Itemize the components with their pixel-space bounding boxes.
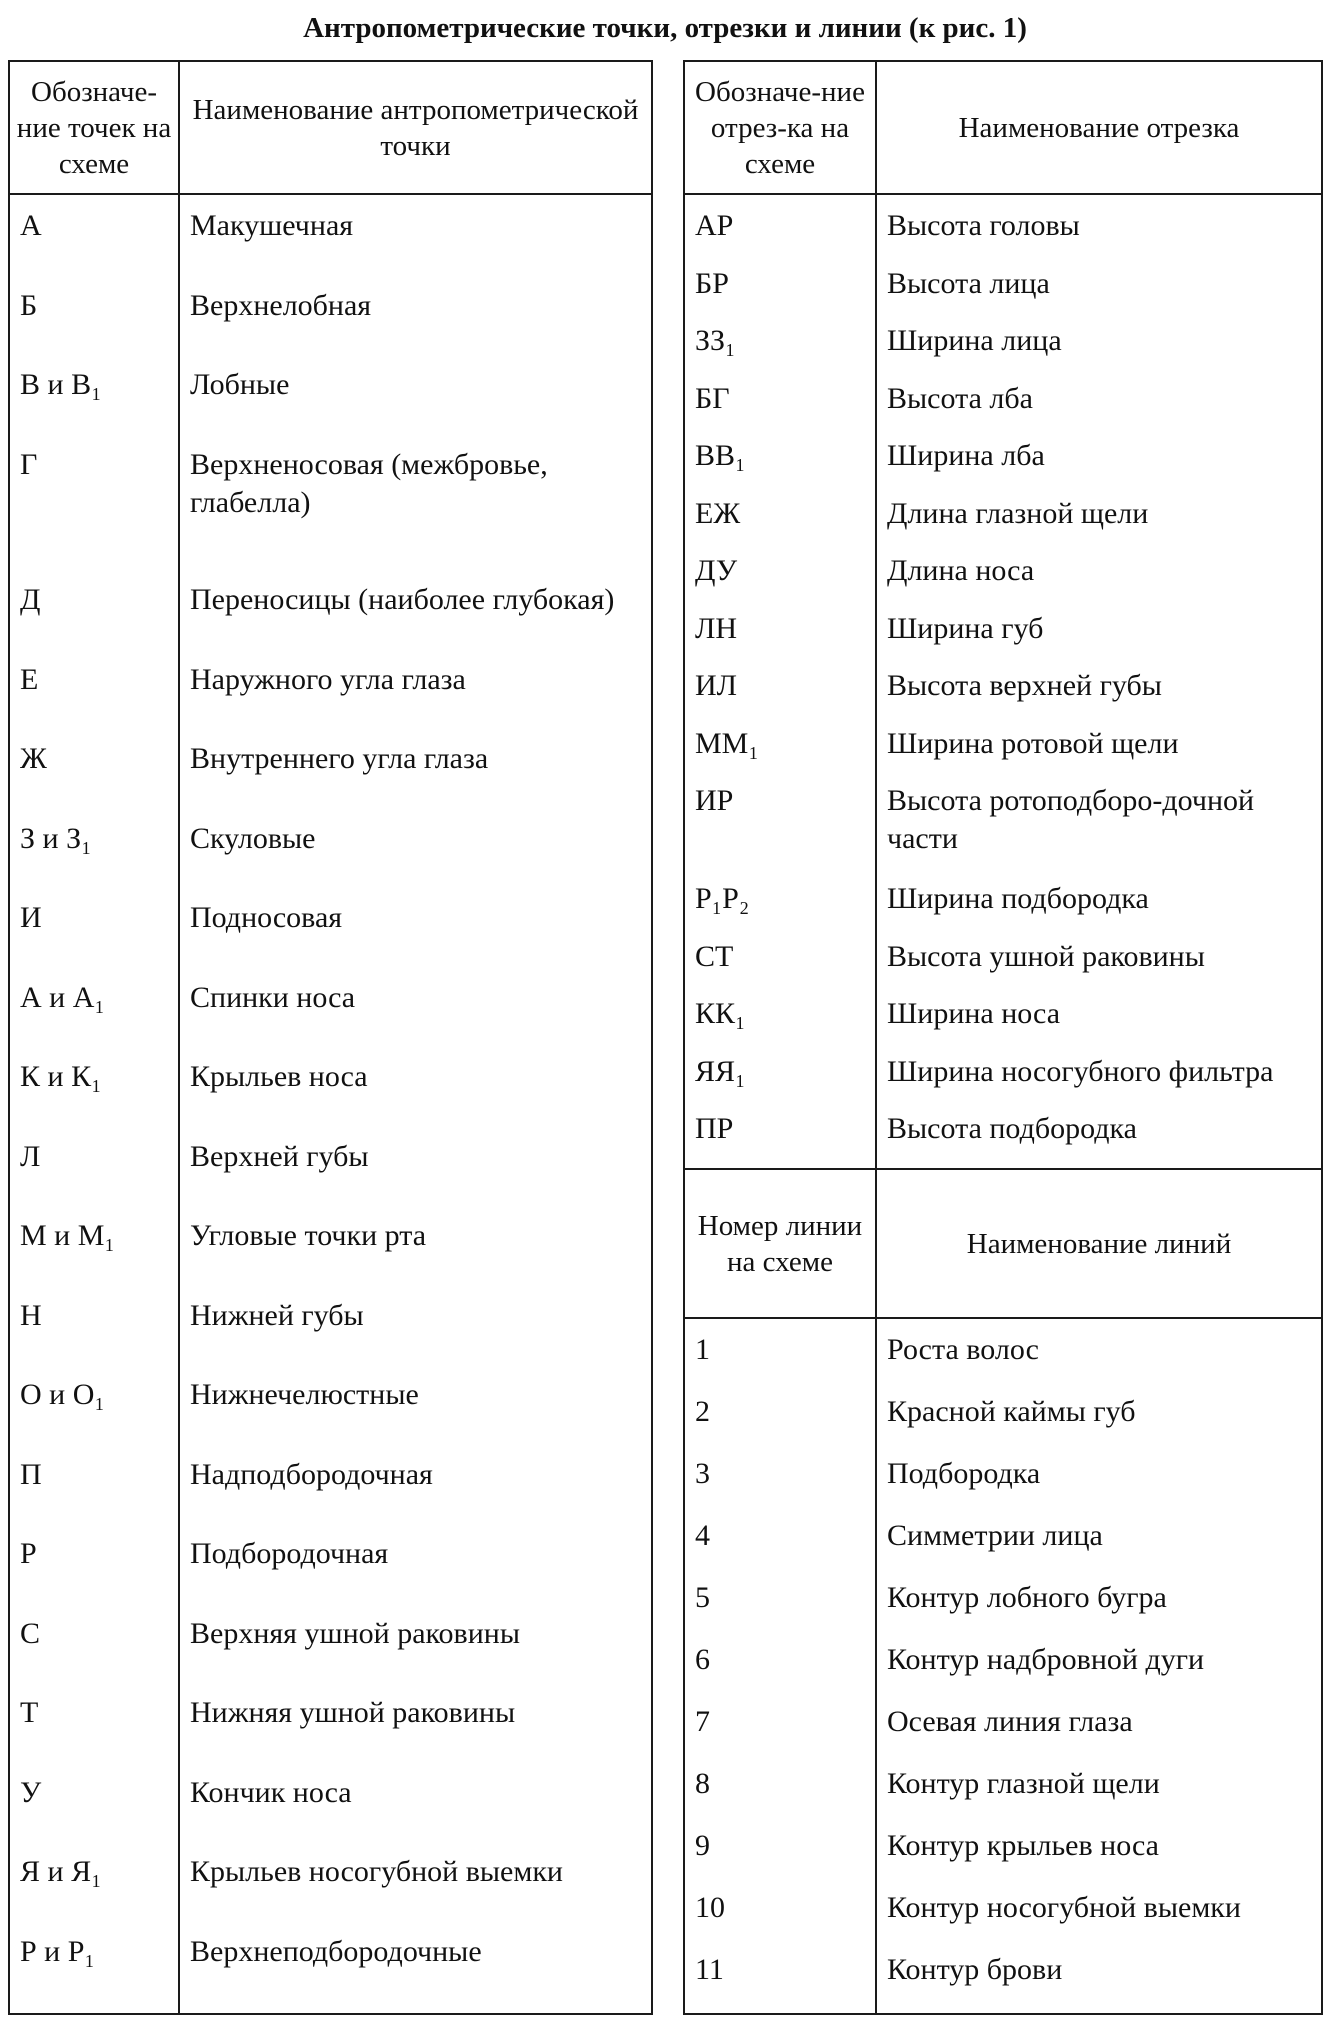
point-row-code: У — [9, 1774, 179, 1854]
segment-row — [684, 880, 1322, 938]
point-row-code: А — [9, 207, 179, 287]
point-row — [9, 1456, 652, 1536]
point-row-name: Наружного угла глаза — [190, 662, 466, 696]
point-row — [9, 366, 652, 446]
points-table-body — [9, 194, 652, 2014]
line-row-code: 1 — [684, 1331, 876, 1393]
point-row — [9, 1297, 652, 1377]
point-row-name: Переносицы (наиболее глубокая) — [190, 583, 615, 617]
line-row — [684, 1579, 1322, 1641]
segment-row — [684, 552, 1322, 610]
point-row-name: Скуловые — [190, 821, 316, 855]
filler-row — [684, 2013, 1322, 2014]
point-row-name: Верхней губы — [190, 1139, 369, 1173]
segment-row-code: ДУ — [684, 552, 876, 610]
segment-row — [684, 207, 1322, 265]
point-row-name: Крыльев носогубной выемки — [190, 1855, 563, 1889]
line-row — [684, 1703, 1322, 1765]
point-row-name: Верхнеподбородочные — [190, 1934, 482, 1968]
page-title: Антропометрические точки, отрезки и линии (к рис. 1) — [303, 12, 1027, 44]
line-row — [684, 1951, 1322, 2013]
segment-row-code: БР — [684, 265, 876, 323]
point-row-name: Угловые точки рта — [190, 1219, 427, 1253]
point-row-name: Спинки носа — [190, 980, 356, 1014]
point-row-name: Подносовая — [190, 901, 343, 935]
point-row — [9, 1774, 652, 1854]
point-row-code: Я и Я₁ — [9, 1853, 179, 1933]
line-row — [684, 1331, 1322, 1393]
points-header-name: Наименование антропометрической точки — [179, 61, 652, 194]
segment-row-code: ЗЗ₁ — [684, 322, 876, 380]
line-row-code: 10 — [684, 1889, 876, 1951]
segment-row-code: ИР — [684, 782, 876, 880]
point-row-name: Нижнечелюстные — [190, 1378, 419, 1412]
point-row-name: Макушечная — [190, 209, 354, 242]
point-row — [9, 1376, 652, 1456]
line-row-code: 2 — [684, 1393, 876, 1455]
segment-row-code: ММ₁ — [684, 725, 876, 783]
point-row — [9, 1615, 652, 1695]
segment-row-name: Высота ушной раковины — [887, 939, 1205, 973]
segments-table-header — [684, 61, 1322, 194]
segment-row — [684, 322, 1322, 380]
line-row — [684, 1517, 1322, 1579]
point-row — [9, 740, 652, 820]
segment-row-code: БГ — [684, 380, 876, 438]
point-row-code: Р — [9, 1535, 179, 1615]
segment-row-code: ИЛ — [684, 667, 876, 725]
segment-row-code: ЛН — [684, 610, 876, 668]
line-row-name: Подбородка — [887, 1456, 1041, 1490]
points-table-header — [9, 61, 652, 194]
segments-table-body — [684, 194, 1322, 1169]
segment-row — [684, 1053, 1322, 1111]
segment-row-name: Высота головы — [887, 209, 1080, 242]
line-row-code: 3 — [684, 1455, 876, 1517]
line-row-name: Контур надбровной дуги — [887, 1642, 1205, 1676]
point-row — [9, 1853, 652, 1933]
segment-row — [684, 938, 1322, 996]
lines-header-name: Наименование линий — [876, 1170, 1322, 1318]
segment-row-name: Ширина носогубного фильтра — [887, 1054, 1274, 1088]
segment-row — [684, 782, 1322, 880]
point-row-code: З и З₁ — [9, 820, 179, 900]
segment-row-name: Ширина подбородка — [887, 882, 1149, 916]
point-row-name: Подбородочная — [190, 1537, 389, 1571]
line-row-name: Контур крыльев носа — [887, 1828, 1159, 1862]
segment-row-code: КК₁ — [684, 995, 876, 1053]
segment-row — [684, 667, 1322, 725]
segment-row — [684, 380, 1322, 438]
segments-header-code: Обозначе-ние отрез-ка на схеме — [684, 61, 876, 194]
point-row — [9, 1058, 652, 1138]
line-row-name: Контур носогубной выемки — [887, 1890, 1241, 1924]
point-row — [9, 207, 652, 287]
lines-table-header — [684, 1170, 1322, 1318]
segment-row-code: АР — [684, 207, 876, 265]
line-row-name: Контур глазной щели — [887, 1766, 1160, 1800]
segment-row-name: Высота лба — [887, 381, 1033, 415]
segment-row-code: ВВ₁ — [684, 437, 876, 495]
point-row — [9, 446, 652, 581]
points-table — [8, 60, 653, 2015]
segment-row — [684, 265, 1322, 323]
point-row-code: Ж — [9, 740, 179, 820]
segment-row-name: Ширина ротовой щели — [887, 726, 1179, 760]
segment-row-name: Высота лица — [887, 266, 1050, 300]
point-row — [9, 287, 652, 367]
line-row-name: Роста волос — [887, 1333, 1039, 1366]
point-row-code: О и О₁ — [9, 1376, 179, 1456]
point-row-name: Нижняя ушной раковины — [190, 1696, 516, 1730]
point-row-code: Е — [9, 661, 179, 741]
line-row-name: Осевая линия глаза — [887, 1704, 1133, 1738]
segment-row-code: ПР — [684, 1110, 876, 1168]
point-row — [9, 1694, 652, 1774]
point-row-name: Верхняя ушной раковины — [190, 1616, 520, 1650]
line-row-code: 9 — [684, 1827, 876, 1889]
point-row-code: Г — [9, 446, 179, 581]
segment-row-name: Высота подбородка — [887, 1112, 1137, 1146]
point-row-name: Надподбородочная — [190, 1457, 433, 1491]
line-row — [684, 1393, 1322, 1455]
point-row — [9, 661, 652, 741]
point-row-name: Верхнелобная — [190, 288, 372, 322]
line-row-code: 8 — [684, 1765, 876, 1827]
segment-row-name: Длина носа — [887, 554, 1035, 588]
lines-header-code: Номер линии на схеме — [684, 1170, 876, 1318]
segment-row-code: Р₁Р₂ — [684, 880, 876, 938]
segment-row-code: СТ — [684, 938, 876, 996]
point-row-code: Л — [9, 1138, 179, 1218]
line-row-code: 5 — [684, 1579, 876, 1641]
point-row-code: Т — [9, 1694, 179, 1774]
point-row — [9, 581, 652, 661]
line-row-code: 7 — [684, 1703, 876, 1765]
point-row — [9, 979, 652, 1059]
line-row — [684, 1641, 1322, 1703]
point-row-code: В и В₁ — [9, 366, 179, 446]
point-row-code: И — [9, 899, 179, 979]
segments-header-name: Наименование отрезка — [876, 61, 1322, 194]
line-row-name: Симметрии лица — [887, 1518, 1103, 1552]
segment-row — [684, 1110, 1322, 1168]
filler-row — [9, 2012, 652, 2014]
point-row-code: С — [9, 1615, 179, 1695]
point-row-code: Б — [9, 287, 179, 367]
line-row-name: Контур брови — [887, 1952, 1063, 1986]
segment-row — [684, 437, 1322, 495]
line-row-name: Контур лобного бугра — [887, 1580, 1167, 1614]
line-row — [684, 1765, 1322, 1827]
line-row-code: 11 — [684, 1951, 876, 2013]
point-row-code: М и М₁ — [9, 1217, 179, 1297]
line-row-name: Красной каймы губ — [887, 1394, 1136, 1428]
line-row — [684, 1889, 1322, 1951]
point-row-code: Р и Р₁ — [9, 1933, 179, 2013]
point-row-name: Кончик носа — [190, 1775, 352, 1809]
point-row — [9, 1138, 652, 1218]
point-row-code: А и А₁ — [9, 979, 179, 1059]
segment-row-name: Высота ротоподборо-дочной части — [887, 784, 1255, 856]
spacer-row — [684, 194, 1322, 207]
segment-row-name: Ширина носа — [887, 997, 1061, 1031]
segment-row — [684, 495, 1322, 553]
segment-row — [684, 610, 1322, 668]
point-row-code: К и К₁ — [9, 1058, 179, 1138]
point-row-name: Внутреннего угла глаза — [190, 742, 489, 776]
line-row-code: 6 — [684, 1641, 876, 1703]
spacer-row — [9, 194, 652, 207]
line-row — [684, 1455, 1322, 1517]
segment-row-name: Ширина лица — [887, 324, 1062, 358]
point-row — [9, 820, 652, 900]
point-row-name: Нижней губы — [190, 1298, 364, 1332]
segment-row-name: Ширина губ — [887, 611, 1044, 645]
point-row-name: Верхненосовая (межбровье, глабелла) — [190, 447, 548, 519]
line-row — [684, 1827, 1322, 1889]
point-row — [9, 1217, 652, 1297]
lines-table — [683, 1170, 1323, 2015]
line-row-code: 4 — [684, 1517, 876, 1579]
segment-row-code: ЯЯ₁ — [684, 1053, 876, 1111]
point-row-code: Д — [9, 581, 179, 661]
spacer-row — [684, 1318, 1322, 1331]
point-row — [9, 1933, 652, 2013]
point-row-code: П — [9, 1456, 179, 1536]
points-header-code: Обозначе-ние точек на схеме — [9, 61, 179, 194]
segment-row — [684, 725, 1322, 783]
filler-row — [684, 1168, 1322, 1169]
point-row-code: Н — [9, 1297, 179, 1377]
segment-row-name: Ширина лба — [887, 439, 1045, 473]
segment-row-name: Длина глазной щели — [887, 496, 1149, 530]
lines-table-body — [684, 1318, 1322, 2014]
point-row — [9, 1535, 652, 1615]
segment-row-code: ЕЖ — [684, 495, 876, 553]
segment-row-name: Высота верхней губы — [887, 669, 1162, 703]
point-row-name: Лобные — [190, 368, 290, 402]
segment-row — [684, 995, 1322, 1053]
segments-table — [683, 60, 1323, 1170]
point-row-name: Крыльев носа — [190, 1060, 368, 1094]
point-row — [9, 899, 652, 979]
